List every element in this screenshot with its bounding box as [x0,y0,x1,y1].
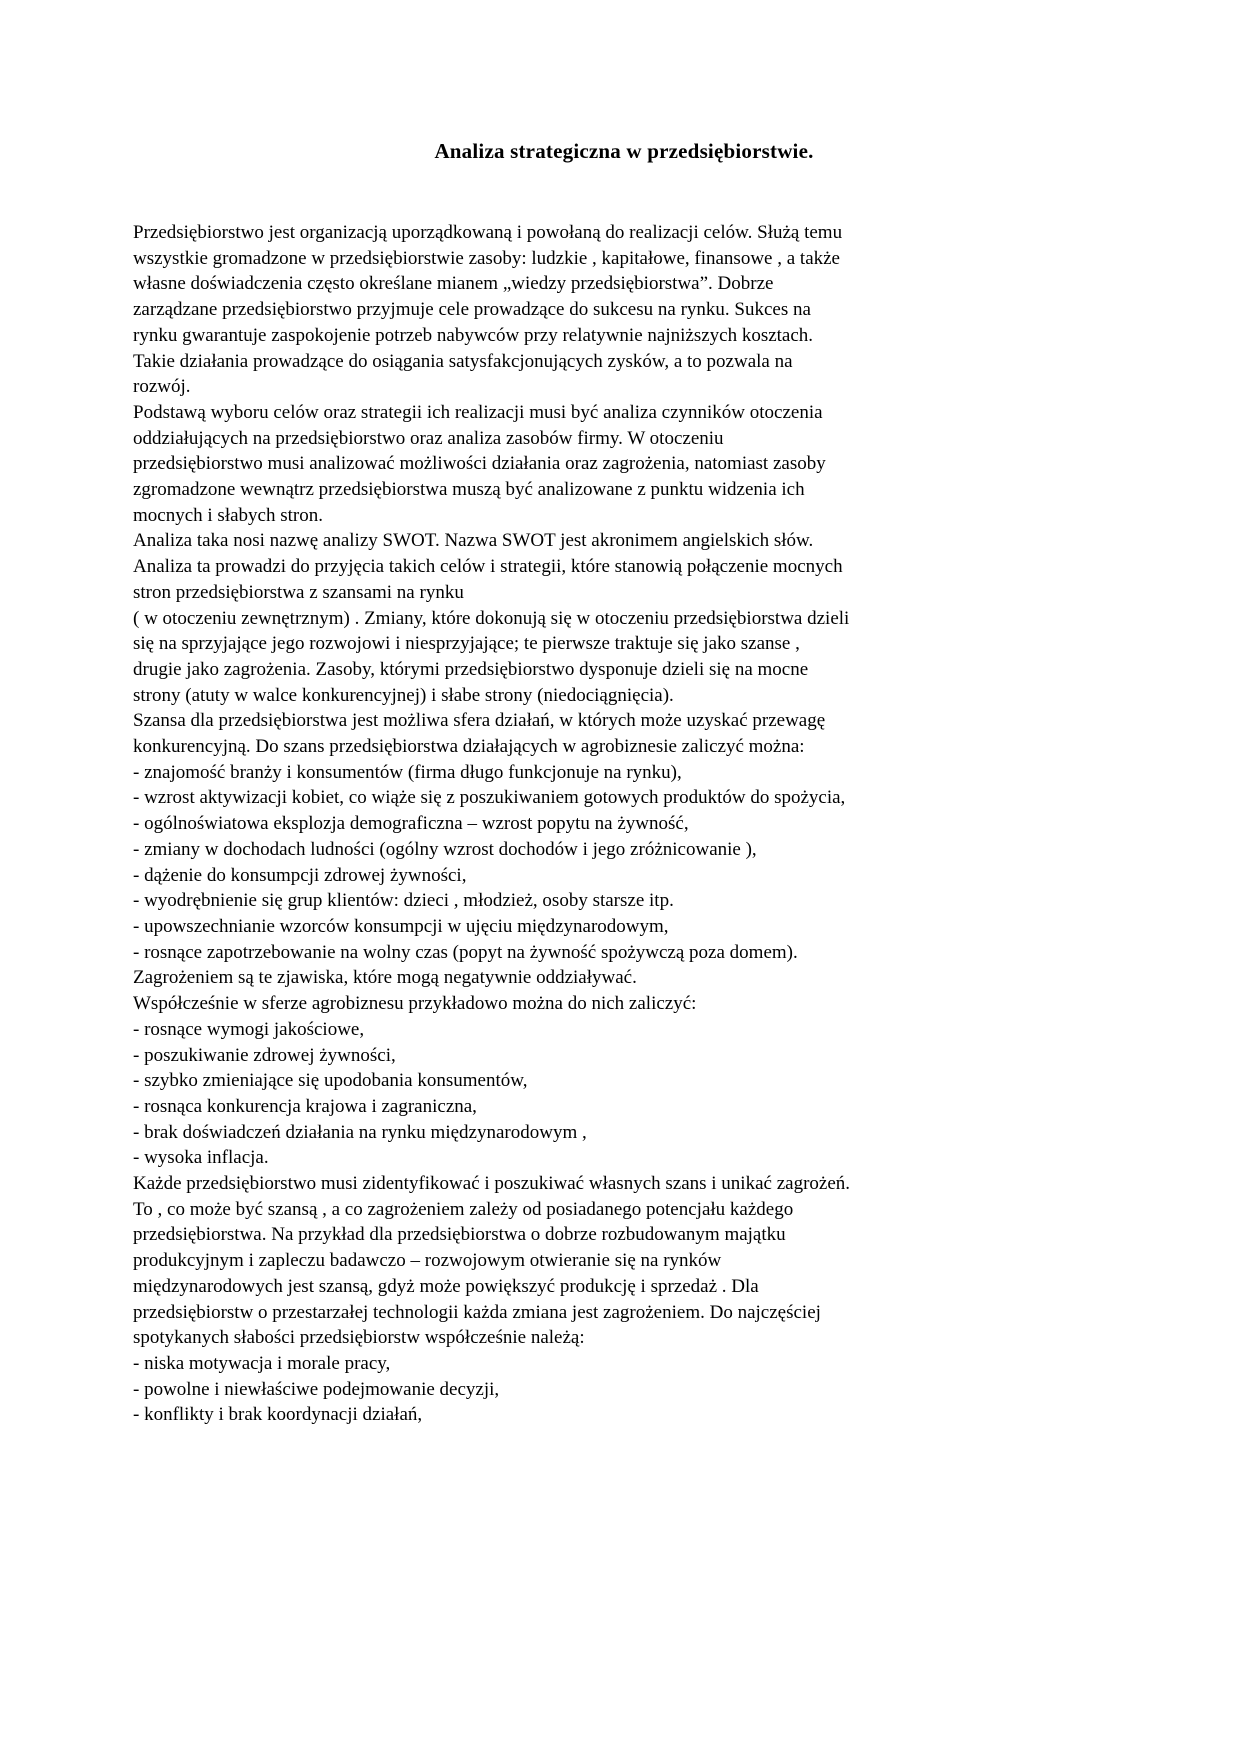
text-line: rynku gwarantuje zaspokojenie potrzeb nabywców przy relatywnie najniższych kosztach. [133,324,814,346]
text-line: rozwój. [133,376,191,398]
text-line: - niska motywacja i morale pracy, [133,1352,391,1374]
text-line: mocnych i słabych stron. [133,504,323,526]
text-line: - rosnące zapotrzebowanie na wolny czas (popyt na żywność spożywczą poza domem). [133,941,798,963]
text-line: - upowszechnianie wzorców konsumpcji w ujęciu międzynarodowym, [133,915,669,937]
text-line: Takie działania prowadzące do osiągania satysfakcjonujących zysków, a to pozwala na [133,350,793,372]
text-line: - rosnące wymogi jakościowe, [133,1018,365,1040]
text-line: przedsiębiorstwo musi analizować możliwości działania oraz zagrożenia, natomiast zasoby [133,453,826,475]
text-line: - powolne i niewłaściwe podejmowanie decyzji, [133,1378,500,1400]
text-line: spotykanych słabości przedsiębiorstw współcześnie należą: [133,1327,585,1349]
text-line: oddziałujących na przedsiębiorstwo oraz analiza zasobów firmy. W otoczeniu [133,427,724,449]
text-line: strony (atuty w walce konkurencyjnej) i słabe strony (niedociągnięcia). [133,684,674,706]
text-line: - poszukiwanie zdrowej żywności, [133,1044,396,1066]
text-line: się na sprzyjające jego rozwojowi i niesprzyjające; te pierwsze traktuje się jako szanse , [133,633,800,655]
text-line: drugie jako zagrożenia. Zasoby, którymi przedsiębiorstwo dysponuje dzieli się na mocne [133,658,809,680]
text-line: zarządzane przedsiębiorstwo przyjmuje cele prowadzące do sukcesu na rynku. Sukces na [133,299,811,321]
text-line: Zagrożeniem są te zjawiska, które mogą negatywnie oddziaływać. [133,967,637,989]
text-line: - dążenie do konsumpcji zdrowej żywności, [133,864,467,886]
text-line: - wysoka inflacja. [133,1147,269,1169]
text-line: wszystkie gromadzone w przedsiębiorstwie zasoby: ludzkie , kapitałowe, finansowe , a także [133,247,840,269]
text-line: - wzrost aktywizacji kobiet, co wiąże się z poszukiwaniem gotowych produktów do spożycia, [133,787,846,809]
text-line: - zmiany w dochodach ludności (ogólny wzrost dochodów i jego zróżnicowanie ), [133,838,757,860]
text-line: przedsiębiorstwa. Na przykład dla przedsiębiorstwa o dobrze rozbudowanym majątku [133,1224,786,1246]
text-line: Podstawą wyboru celów oraz strategii ich realizacji musi być analiza czynników otoczenia [133,401,823,423]
text-line: międzynarodowych jest szansą, gdyż może powiększyć produkcję i sprzedaż . Dla [133,1275,759,1297]
text-line: Analiza taka nosi nazwę analizy SWOT. Nazwa SWOT jest akronimem angielskich słów. [133,530,814,552]
document-title: Analiza strategiczna w przedsiębiorstwie. [434,139,814,163]
text-line: - ogólnoświatowa eksplozja demograficzna – wzrost popytu na żywność, [133,813,689,835]
document-body [133,220,1115,1428]
text-line: - konflikty i brak koordynacji działań, [133,1404,423,1426]
text-line: - brak doświadczeń działania na rynku międzynarodowym , [133,1121,587,1143]
text-line: konkurencyjną. Do szans przedsiębiorstwa działających w agrobiznesie zaliczyć można: [133,736,805,758]
text-line: Każde przedsiębiorstwo musi zidentyfikować i poszukiwać własnych szans i unikać zagrożeń. [133,1173,851,1195]
text-line: Szansa dla przedsiębiorstwa jest możliwa sfera działań, w których może uzyskać przewagę [133,710,826,732]
text-line: produkcyjnym i zapleczu badawczo – rozwojowym otwieranie się na rynków [133,1250,722,1272]
text-line: - szybko zmieniające się upodobania konsumentów, [133,1070,528,1092]
text-line: Współcześnie w sferze agrobiznesu przykładowo można do nich zaliczyć: [133,993,697,1015]
text-line: - rosnąca konkurencja krajowa i zagraniczna, [133,1095,477,1117]
text-line: - znajomość branży i konsumentów (firma długo funkcjonuje na rynku), [133,761,682,783]
text-line: Analiza ta prowadzi do przyjęcia takich celów i strategii, które stanowią połączenie mocnych [133,556,843,578]
text-line: ( w otoczeniu zewnętrznym) . Zmiany, które dokonują się w otoczeniu przedsiębiorstwa dzieli [133,607,850,629]
text-line: - wyodrębnienie się grup klientów: dzieci , młodzież, osoby starsze itp. [133,890,674,912]
text-line: Przedsiębiorstwo jest organizacją uporządkowaną i powołaną do realizacji celów. Służą temu [133,222,843,243]
text-line: To , co może być szansą , a co zagrożeniem zależy od posiadanego potencjału każdego [133,1198,794,1220]
text-line: przedsiębiorstw o przestarzałej technologii każda zmiana jest zagrożeniem. Do najczęściej [133,1301,821,1323]
text-line: zgromadzone wewnątrz przedsiębiorstwa muszą być analizowane z punktu widzenia ich [133,479,805,501]
text-line: własne doświadczenia często określane mianem „wiedzy przedsiębiorstwa”. Dobrze [133,273,774,295]
text-line: stron przedsiębiorstwa z szansami na rynku [133,581,464,603]
